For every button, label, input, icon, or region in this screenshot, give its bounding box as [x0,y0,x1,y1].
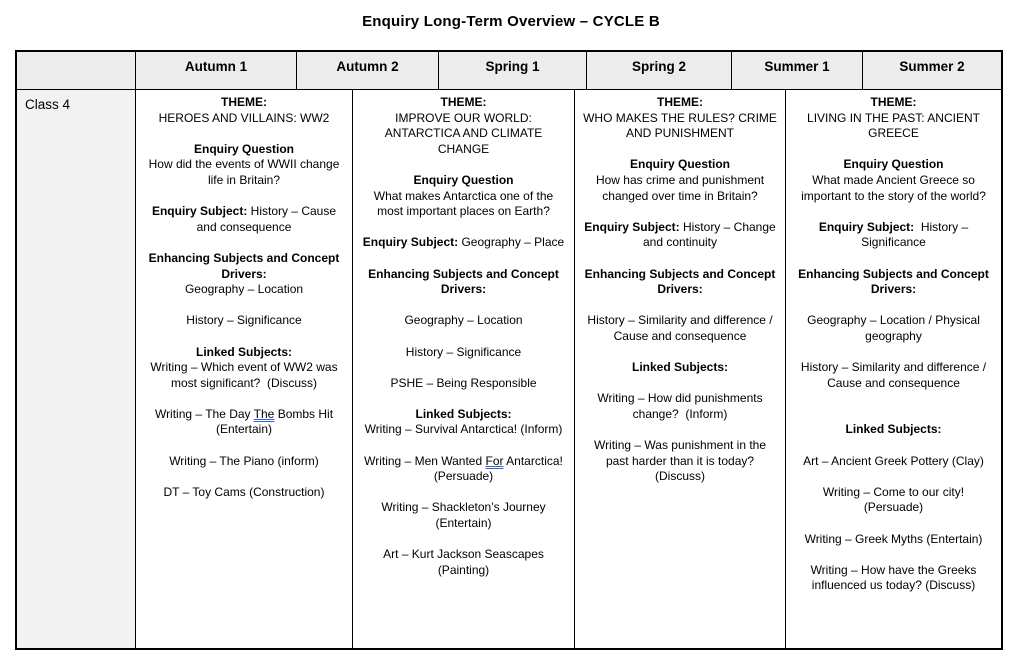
cell-line: Enhancing Subjects and Concept Drivers: [584,266,779,297]
term-cell-antarctica [353,90,575,648]
cell-line [143,298,345,314]
cell-line [360,298,567,314]
cell-line [793,516,994,532]
cell-line [793,251,994,267]
cell-line [143,438,345,454]
cell-line: Enhancing Subjects and Concept Drivers: [148,250,343,281]
cell-line [793,391,994,407]
cell-line [582,298,778,314]
header-cell-autumn-2: Autumn 2 [297,52,439,90]
cell-line: DT – Toy Cams (Construction) [163,484,325,499]
page-title: Enquiry Long-Term Overview – CYCLE B [362,13,660,30]
cell-line: Enquiry Subject: History – Significance [818,219,972,250]
cell-line: Writing – Survival Antarctica! (Inform) [364,422,563,437]
cell-line: Linked Subjects: [845,422,942,437]
cell-line [143,235,345,251]
cell-line: History – Similarity and difference / Cause and consequence [800,360,990,390]
overview-table [15,50,1003,650]
cell-line: Writing – Was punishment in the past harder than it is today? (Discuss) [593,438,770,484]
cell-line [793,469,994,485]
cell-line: Enquiry Question [193,141,294,156]
cell-line: Geography – Location [184,282,304,297]
cell-line: What made Ancient Greece so important to the story of the world? [801,172,986,203]
cell-line: Writing – The Piano (inform) [169,453,319,468]
cell-line: History – Significance [405,344,522,359]
header-cell-summer-2: Summer 2 [863,52,1001,90]
cell-line: THEME: [221,95,267,109]
cell-line [360,220,567,236]
header-cell-spring-2: Spring 2 [587,52,732,90]
cell-line: How did the events of WWII change life in Britain? [148,157,343,187]
cell-line: Linked Subjects: [195,344,293,359]
cell-line [582,142,778,158]
cell-line: How has crime and punishment changed over time in Britain? [595,172,768,203]
cell-line [793,204,994,220]
cell-line: Art – Kurt Jackson Seascapes (Painting) [383,547,548,577]
cell-line [360,485,567,501]
term-cell-ww2 [136,90,353,648]
header-cell-spring-1: Spring 1 [439,52,587,90]
cell-line [793,407,994,423]
cell-line [143,469,345,485]
cell-line: Geography – Location [404,313,523,328]
table-body-row [17,90,1001,648]
header-cell-autumn-1: Autumn 1 [136,52,297,90]
cell-line: THEME: [870,95,917,109]
row-label-class-4: Class 4 [17,90,136,648]
cell-line: IMPROVE OUR WORLD: ANTARCTICA AND CLIMATE CHANGE [384,110,546,156]
cell-line [793,547,994,563]
cell-line [143,391,345,407]
cell-line: History – Similarity and difference / Cause and consequence [587,313,776,343]
cell-line [360,532,567,548]
cell-line [582,422,778,438]
cell-line: Enhancing Subjects and Concept Drivers: [368,266,563,297]
cell-line: THEME: [440,95,487,109]
header-cell-corner [17,52,136,90]
cell-line [360,251,567,267]
cell-line: Enquiry Question [629,157,730,172]
cell-line: PSHE – Being Responsible [390,375,537,390]
cell-line [143,329,345,345]
cell-line: History – Significance [186,313,302,328]
cell-line [793,142,994,158]
cell-line: WHO MAKES THE RULES? CRIME AND PUNISHMENT [583,110,780,141]
cell-line: LIVING IN THE PAST: ANCIENT GREECE [807,110,984,141]
cell-line: Linked Subjects: [415,406,512,421]
cell-line: Art – Ancient Greek Pottery (Clay) [803,453,984,468]
cell-line: Writing – Greek Myths (Entertain) [804,531,983,546]
header-cell-summer-1: Summer 1 [732,52,863,90]
cell-line: Enquiry Subject: Geography – Place [362,235,565,250]
cell-line [360,329,567,345]
cell-line: HEROES AND VILLAINS: WW2 [158,110,330,125]
cell-line [582,251,778,267]
cell-line: Enquiry Subject: History – Change and continuity [584,219,780,250]
cell-line: Writing – The Day The Bombs Hit (Entertain) [154,406,337,437]
cell-line: Geography – Location / Physical geography [807,313,984,343]
cell-line [582,376,778,392]
cell-line: Writing – Men Wanted For Antarctica! (Persuade) [364,453,567,484]
cell-line [793,298,994,314]
cell-line: THEME: [657,95,703,109]
term-cell-crime-punishment [575,90,786,648]
cell-line [360,391,567,407]
cell-line: Writing – How did punishments change? (Inform) [597,391,766,421]
cell-line [360,360,567,376]
cell-line: Enquiry Question [843,157,944,172]
cell-line: Writing – Which event of WW2 was most significant? (Discuss) [150,360,341,390]
cell-line [582,204,778,220]
table-header-row [17,52,1001,90]
cell-line: What makes Antarctica one of the most important places on Earth? [373,188,557,219]
cell-line: Enquiry Subject: History – Cause and consequence [151,204,340,234]
cell-line: Enquiry Question [413,172,514,187]
cell-line [143,189,345,205]
cell-line [793,345,994,361]
cell-line: Writing – Shackleton’s Journey (Entertain) [381,500,549,531]
cell-line [360,157,567,173]
cell-line: Enhancing Subjects and Concept Drivers: [798,266,993,297]
cell-line [793,438,994,454]
cell-line [360,438,567,454]
cell-line: Writing – Come to our city! (Persuade) [822,484,968,515]
cell-line [143,126,345,142]
term-cell-ancient-greece [786,90,1001,648]
cell-line: Writing – How have the Greeks influenced us today? (Discuss) [810,562,980,593]
cell-line [582,345,778,361]
cell-line: Linked Subjects: [631,360,729,375]
